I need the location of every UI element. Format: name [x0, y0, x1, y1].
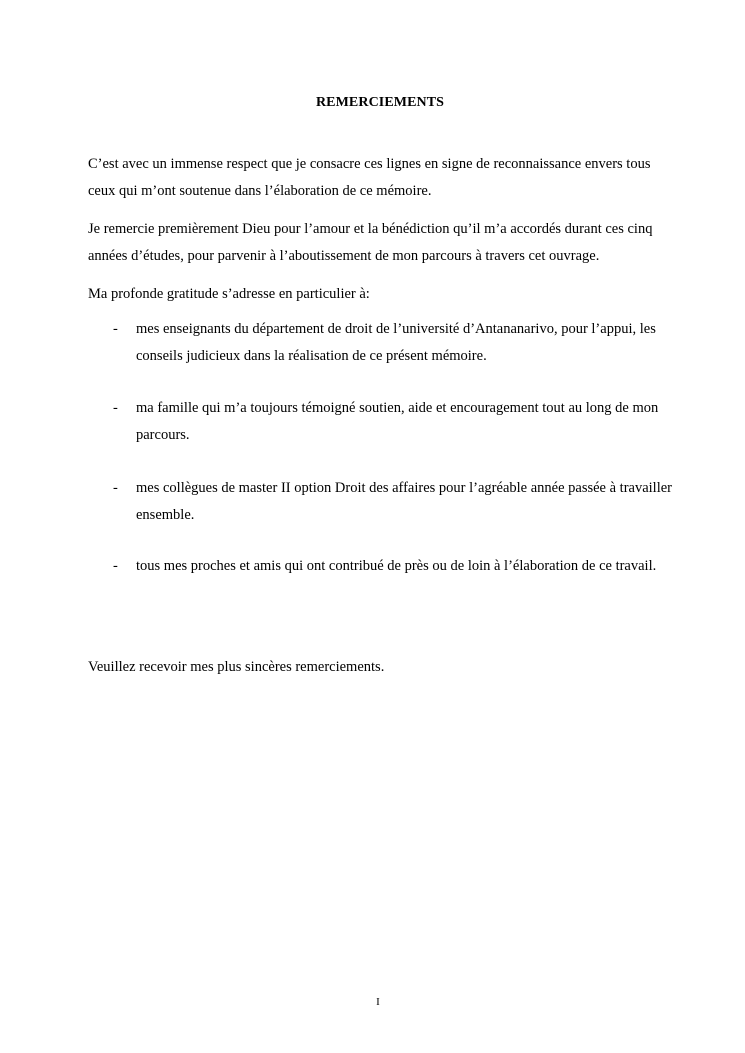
list-dash: -	[113, 558, 118, 574]
list-dash: -	[113, 400, 118, 416]
intro-paragraph: C’est avec un immense respect que je consacre ces lignes en signe de reconnaissance envers tous ceux qui m’ont soutenue dans l’élaboration de ce mémoire.	[88, 156, 651, 199]
list-item-text: mes collègues de master II option Droit des affaires pour l’agréable année passée à travailler ensemble.	[136, 480, 673, 523]
thanks-god-paragraph: Je remercie premièrement Dieu pour l’amour et la bénédiction qu’il m’a accordés durant ces cinq années d’études, pour parvenir à l’aboutissement de mon parcours à travers cet ouvrage.	[88, 221, 653, 264]
page-number: I	[376, 996, 380, 1008]
page-title: REMERCIEMENTS	[315, 95, 445, 110]
list-dash: -	[113, 321, 118, 337]
list-item-text: tous mes proches et amis qui ont contribué de près ou de loin à l’élaboration de ce travail.	[136, 558, 657, 574]
closing-sentence: Veuillez recevoir mes plus sincères remerciements.	[88, 659, 385, 675]
list-item-text: ma famille qui m’a toujours témoigné soutien, aide et encouragement tout au long de mon parcours.	[136, 400, 659, 443]
list-dash: -	[113, 480, 118, 496]
list-item-text: mes enseignants du département de droit de l’université d’Antananarivo, pour l’appui, les conseils judicieux dans la réalisation de ce présent mémoire.	[136, 321, 656, 364]
gratitude-paragraph: Ma profonde gratitude s’adresse en particulier à:	[88, 286, 370, 302]
